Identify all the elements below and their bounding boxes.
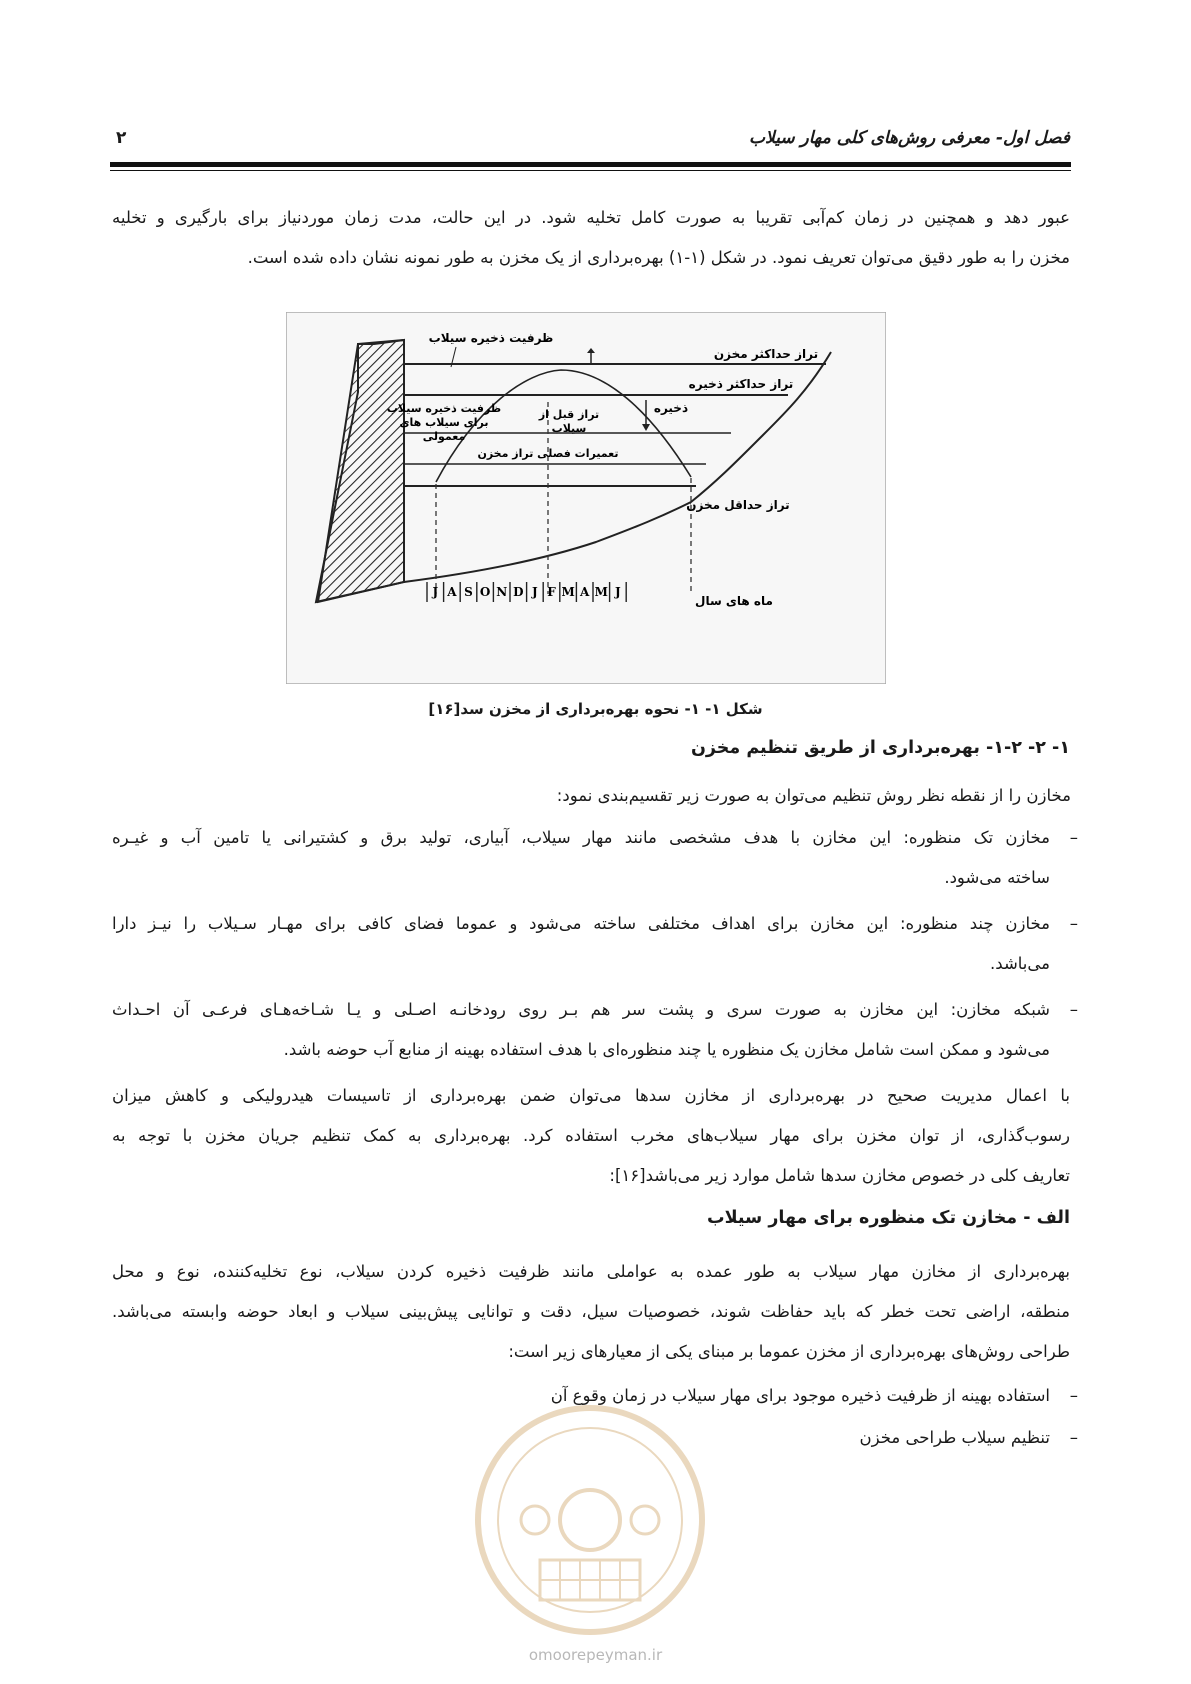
month-label: D — [513, 585, 524, 599]
label-normal-flood-storage: معمولی — [422, 430, 466, 443]
label-seasonal-changes: تعمیرات فصلی تراز مخزن — [477, 447, 619, 460]
month-label: A — [580, 585, 590, 599]
bullet-dash: – — [1069, 1386, 1078, 1405]
bullet-dash: – — [1069, 914, 1078, 933]
month-label: M — [561, 585, 575, 599]
bullet-line: مخازن چند منظوره: این مخازن برای اهداف مختلفی ساخته می‌شود و عموما فضای کافی برای مهـار سـیلاب را نیـز دارا — [112, 914, 1050, 933]
month-label: J — [432, 585, 439, 599]
seal-icon — [470, 1400, 710, 1660]
month-label: F — [547, 585, 556, 599]
label-storage: ذخیره — [653, 401, 689, 415]
bullet-line: مخازن تک منظوره: این مخازن با هدف مشخصی مانند مهار سیلاب، آبیاری، تولید برق و کشتیرانی یا تامین آب و غیـره — [112, 828, 1050, 847]
label-pre-flood-level: سیلاب — [551, 422, 587, 435]
bullet-dash: – — [1069, 1428, 1078, 1447]
label-flood-storage-capacity: ظرفیت ذخیره سیلاب — [428, 331, 554, 345]
label-min-reservoir-level: تراز حداقل مخزن — [686, 498, 790, 512]
month-label: S — [464, 585, 473, 599]
page-number: ۲ — [116, 128, 127, 148]
label-max-storage-level: تراز حداکثر ذخیره — [688, 377, 794, 391]
bullet-item — [112, 818, 1078, 898]
reservoir-operation-figure — [286, 312, 886, 684]
bullet-dash: – — [1069, 828, 1078, 847]
paragraph-line: عبور دهد و همچنین در زمان کم‌آبی تقریبا به صورت کامل تخلیه شود. در این حالت، مدت زمان موردنیاز برای بارگیری و تخلیه — [112, 208, 1070, 227]
single-purpose-paragraph — [112, 1252, 1070, 1372]
header-rule-thin — [110, 170, 1071, 171]
bullet-line: ساخته می‌شود. — [944, 868, 1050, 887]
paragraph-line: مخزن را به طور دقیق می‌توان تعریف نمود. در شکل (۱-۱) بهره‌برداری از یک مخزن به طور نمونه نشان داده شده است. — [247, 248, 1070, 267]
month-label: O — [479, 585, 491, 599]
month-label: J — [615, 585, 621, 599]
bullet-dash: – — [1069, 1000, 1078, 1019]
management-paragraph — [112, 1076, 1070, 1196]
bullet-line: تنظیم سیلاب طراحی مخزن — [859, 1428, 1050, 1447]
bullet-line: می‌باشد. — [990, 954, 1050, 973]
subheading: الف - مخازن تک منظوره برای مهار سیلاب — [707, 1208, 1070, 1228]
paragraph-line: بهره‌برداری از مخازن مهار سیلاب به طور عمده به عواملی مانند ظرفیت ذخیره کردن سیلاب، نوع تخلیه‌کننده، نوع و محل — [112, 1262, 1070, 1281]
intro-paragraph — [112, 198, 1070, 278]
paragraph-line: رسوب‌گذاری، از توان مخزن برای مهار سیلاب‌های مخرب استفاده کرد. بهره‌برداری به کمک تنظیم جریان مخزن با توجه به — [112, 1126, 1070, 1145]
label-max-reservoir-level: تراز حداکثر مخزن — [713, 347, 819, 361]
bullet-line: شبکه مخازن: این مخازن به صورت سری و پشت سر هم بـر روی رودخانـه اصـلی و یـا شـاخه‌هـای فرعـی آن احـداث — [112, 1000, 1050, 1019]
paragraph-line: منطقه، اراضی تحت خطر که باید حفاظت شوند، خصوصیات سیل، دقت و توانایی پیش‌بینی سیلاب و ابعاد حوضه وابسته می‌باشد. — [112, 1302, 1070, 1321]
section-intro — [557, 776, 1071, 816]
section-heading: ۱- ۲- ۱-۲- بهره‌برداری از طریق تنظیم مخزن — [690, 738, 1070, 758]
label-months-of-year: ماه های سال — [695, 594, 773, 608]
watermark-site: omoorepeyman.ir — [528, 1646, 663, 1664]
label-normal-flood-storage: برای سیلاب های — [399, 416, 489, 429]
paragraph-line: تعاریف کلی در خصوص مخازن سدها شامل موارد زیر می‌باشد[۱۶]: — [609, 1166, 1070, 1185]
bullet-line: استفاده بهینه از ظرفیت ذخیره موجود برای مهار سیلاب در زمان وقوع آن — [550, 1386, 1050, 1405]
paragraph-line: طراحی روش‌های بهره‌برداری از مخزن عموما بر مبنای یکی از معیارهای زیر است: — [508, 1342, 1070, 1361]
label-pre-flood-level: تراز قبل از — [538, 408, 600, 421]
header-rule-thick — [110, 162, 1071, 167]
bullet-item — [112, 904, 1078, 984]
figure-caption: شکل ۱- ۱- نحوه بهره‌برداری از مخزن سد[۱۶] — [428, 700, 763, 718]
chapter-title: فصل اول- معرفی روش‌های کلی مهار سیلاب — [749, 128, 1070, 148]
month-label: A — [447, 585, 457, 599]
paragraph-line: مخازن را از نقطه نظر روش تنظیم می‌توان به صورت زیر تقسیم‌بندی نمود: — [556, 786, 1071, 805]
bullet-item — [112, 990, 1078, 1070]
month-label: J — [532, 585, 538, 599]
label-normal-flood-storage: ظرفیت ذخیره سیلاب — [386, 402, 502, 415]
bullet-line: می‌شود و ممکن است شامل مخازن یک منظوره یا چند منظوره‌ای با هدف استفاده بهینه از منابع آب حوضه باشد. — [283, 1040, 1050, 1059]
paragraph-line: با اعمال مدیریت صحیح در بهره‌برداری از مخازن سدها می‌توان ضمن بهره‌برداری از تاسیسات هیدرولیکی و کاهش میزان — [112, 1086, 1070, 1105]
month-label: N — [496, 585, 508, 599]
month-label: M — [594, 585, 608, 599]
